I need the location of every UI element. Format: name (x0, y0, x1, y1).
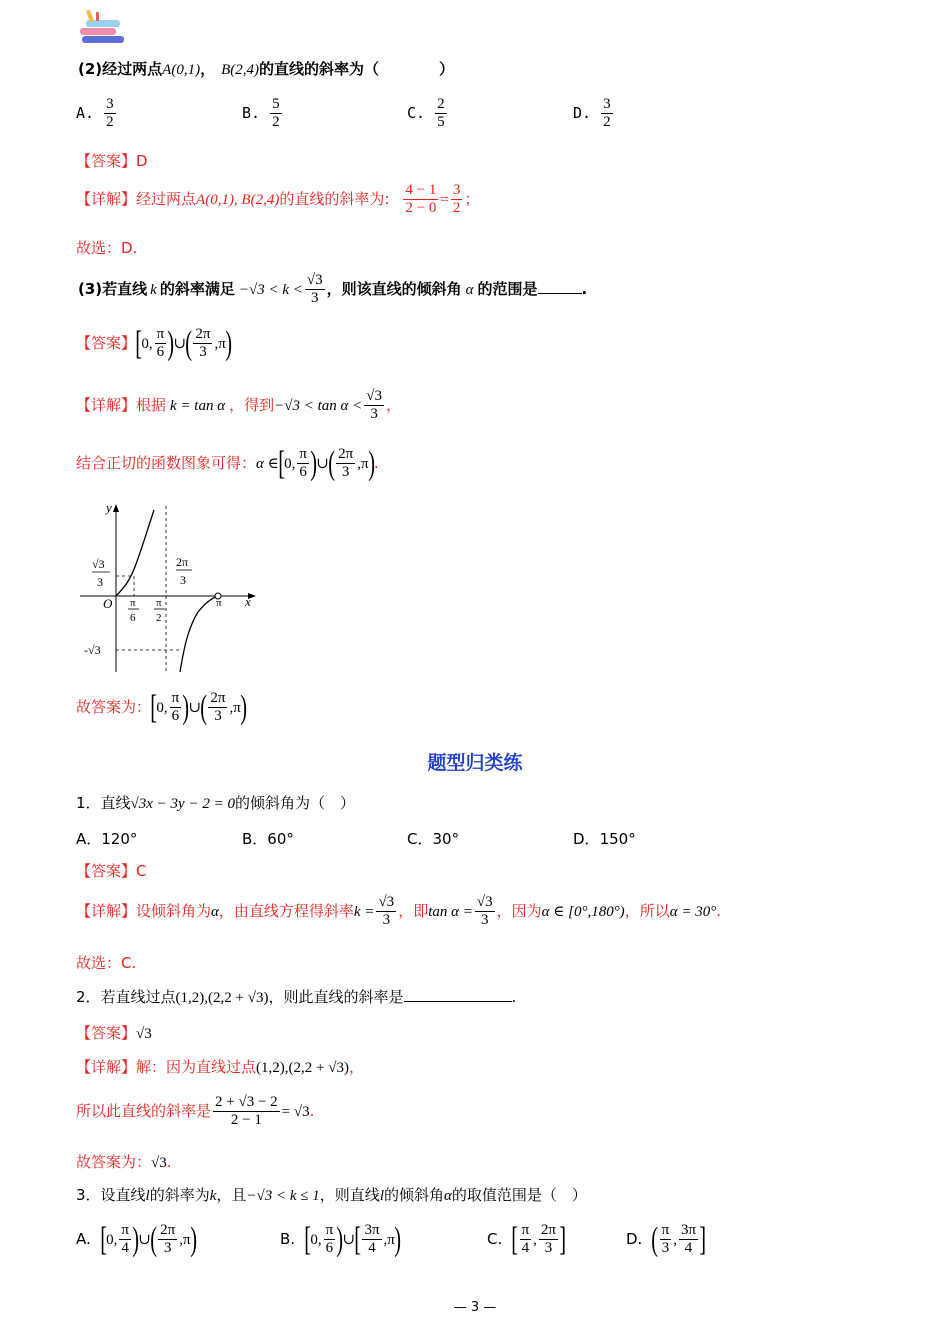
p2-question: 2．若直线过点(1,2),(2,2 + √3)，则此直线的斜率是 . (76, 988, 517, 1006)
svg-text:2π: 2π (176, 555, 189, 569)
p2-detail: 【详解】解：因为直线过点(1,2),(2,2 + √3)， (76, 1058, 364, 1076)
q2-detail: 【详解】经过两点A(0,1), B(2,4)的直线的斜率为: $\frac{4 - 1}{2 - 0}$ = $\frac{3}{2}$ ； (76, 182, 480, 216)
q3-conclusion: 故答案为：[0, $\frac{\pi}{6}$ )∪( $\frac{2\pi}{3}$ ,π) (76, 688, 247, 726)
p3-option-c[interactable]: C. [ $\frac{\pi}{4}$ , $\frac{2\pi}{3}$ ] (487, 1220, 567, 1258)
svg-text:π: π (216, 597, 222, 609)
p2-slope-line: 所以此直线的斜率是 $\frac{2 + √3 - 2}{2 - 1}$ = √3. (76, 1094, 315, 1128)
svg-text:x: x (245, 594, 251, 609)
svg-text:π: π (130, 597, 136, 609)
p1-option-d[interactable]: D．150° (573, 830, 636, 848)
p3-option-a[interactable]: A. [0, $\frac{\pi}{4}$ )∪( $\frac{2\pi}{3}$ ,π) (76, 1220, 197, 1258)
svg-text:O: O (103, 596, 113, 611)
q2-question: (2)经过两点A(0,1)， B(2,4)的直线的斜率为（ ） (78, 60, 454, 78)
p1-option-a[interactable]: A．120° (76, 830, 138, 848)
p1-answer: 【答案】C (76, 862, 147, 880)
section-title: 题型归类练 (427, 752, 523, 774)
tangent-graph (76, 498, 266, 678)
q2-option-d[interactable]: D. $\frac{3}{2}$ (573, 96, 611, 130)
q3-combine: 结合正切的函数图象可得：α ∈[0, $\frac{\pi}{6}$ )∪( $\frac{2\pi}{3}$ ,π). (76, 444, 379, 482)
header-logo (78, 8, 128, 48)
p1-question: 1．直线√3x − 3y − 2 = 0的倾斜角为（ ） (76, 794, 355, 812)
p1-conclusion: 故选：C. (76, 954, 137, 972)
q2-conclusion: 故选：D. (76, 239, 138, 257)
svg-text:π: π (156, 597, 162, 609)
q3-detail: 【详解】根据 k = tan α ，得到−√3 < tan α < $\frac{√3}{3}$ ， (76, 388, 402, 422)
p3-option-d[interactable]: D. ( $\frac{\pi}{3}$ , $\frac{3\pi}{4}$ ] (626, 1220, 707, 1258)
svg-text:y: y (106, 500, 112, 515)
p1-option-b[interactable]: B．60° (242, 830, 294, 848)
svg-text:√3: √3 (92, 557, 105, 571)
p1-detail: 【详解】设倾斜角为α，由直线方程得斜率k = $\frac{√3}{3}$ ，即tan α = $\frac{√3}{3}$ ，因为α ∈ [0°,180°)，所以α = 30°. (76, 894, 721, 928)
svg-text:-√3: -√3 (84, 643, 101, 657)
page-number: — 3 — (453, 1300, 497, 1315)
p3-option-b[interactable]: B. [0, $\frac{\pi}{6}$ )∪[ $\frac{3\pi}{4}$ ,π) (280, 1220, 401, 1258)
p1-option-c[interactable]: C．30° (407, 830, 460, 848)
q2-option-a[interactable]: A. $\frac{3}{2}$ (76, 96, 114, 130)
p2-conclusion: 故答案为：√3. (76, 1153, 172, 1171)
svg-text:6: 6 (130, 612, 136, 624)
svg-text:2: 2 (156, 612, 162, 624)
q3-answer: 【答案】[0, $\frac{\pi}{6}$ )∪( $\frac{2\pi}{3}$ ,π) (76, 324, 232, 362)
books-stack-icon (78, 8, 128, 48)
p2-answer: 【答案】√3 (76, 1024, 152, 1042)
svg-text:3: 3 (97, 575, 103, 589)
q2-answer: 【答案】D (76, 152, 148, 170)
q2-option-c[interactable]: C. $\frac{2}{5}$ (407, 96, 445, 130)
p3-question: 3．设直线l的斜率为k，且−√3 < k ≤ 1，则直线l的倾斜角α的取值范围是（ ） (76, 1186, 587, 1204)
q3-question: (3)若直线 k 的斜率满足 −√3 < k < $\frac{√3}{3}$ ，则该直线的倾斜角 α 的范围是 . (78, 272, 588, 306)
svg-text:3: 3 (180, 573, 186, 587)
q2-option-b[interactable]: B. $\frac{5}{2}$ (242, 96, 280, 130)
